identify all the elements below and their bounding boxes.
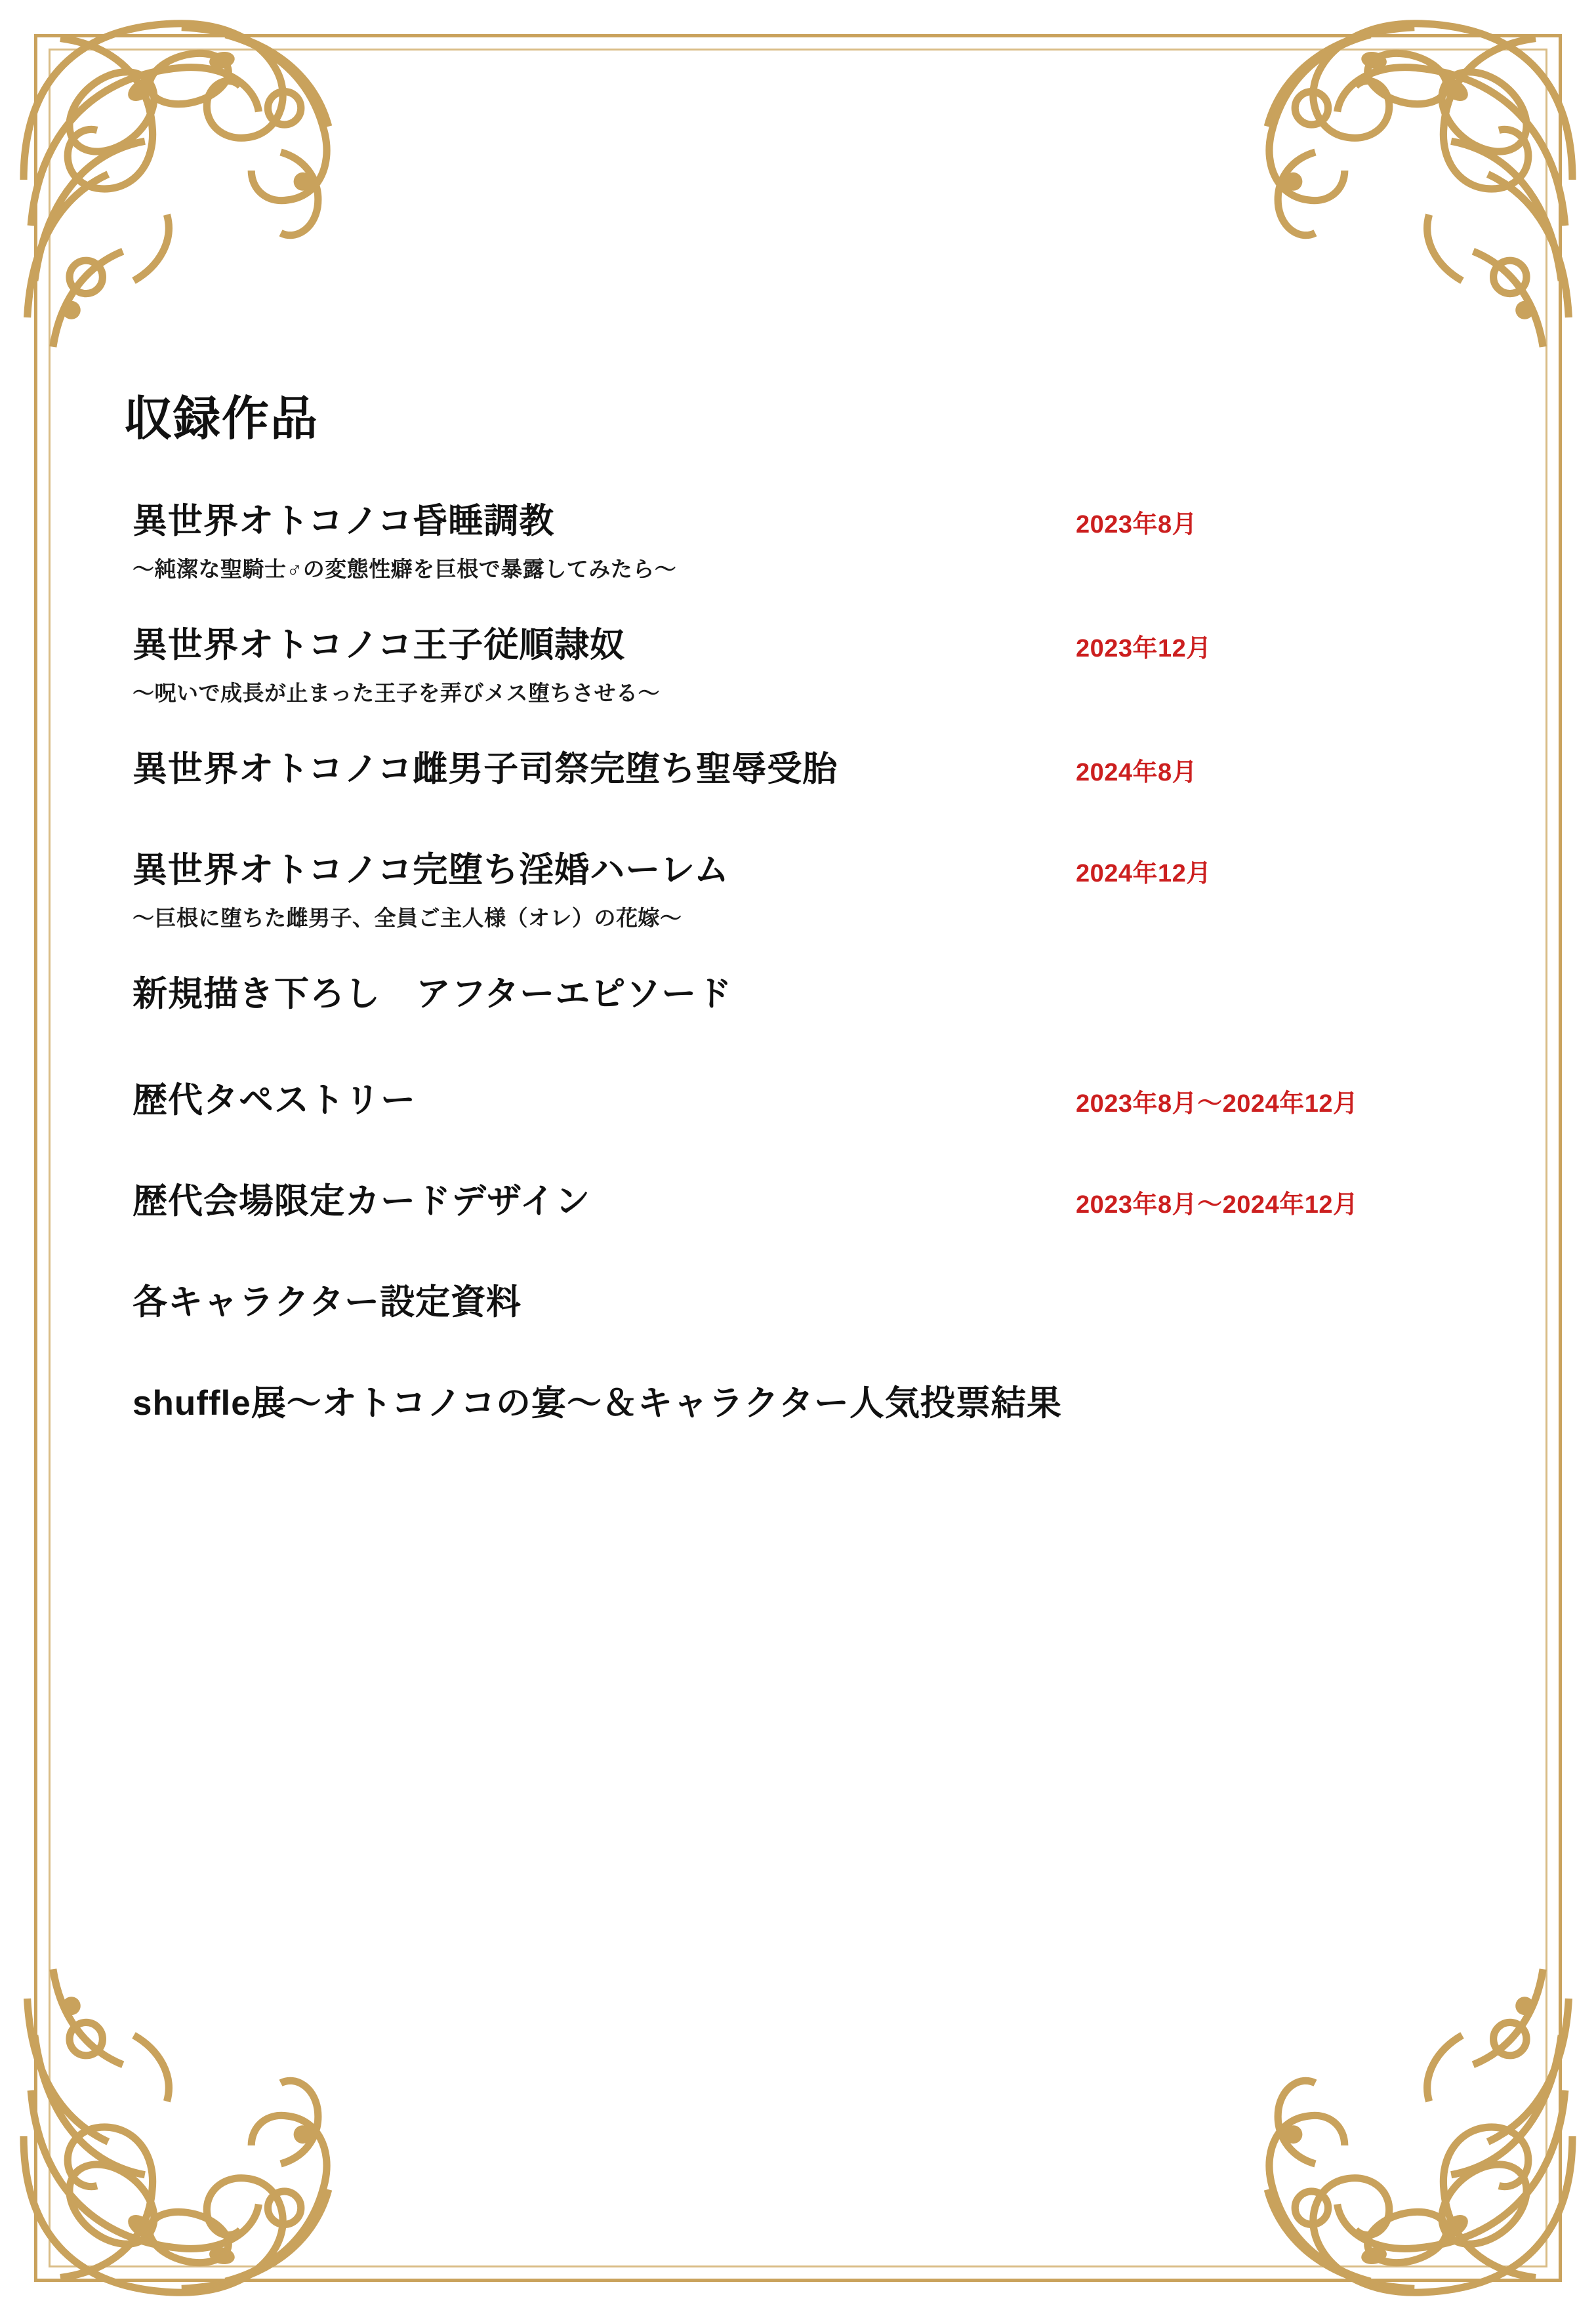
- work-subtitle: 〜純潔な聖騎士♂の変態性癖を巨根で暴露してみたら〜: [133, 557, 677, 581]
- work-date: 2023年8月: [1076, 511, 1198, 538]
- work-subtitle: 〜巨根に堕ちた雌男子、全員ご主人様（オレ）の花嫁〜: [133, 906, 682, 930]
- content-area: [125, 380, 1522, 1459]
- work-title: 歴代会場限定カードデザイン: [133, 1182, 591, 1221]
- corner-ornament-top-right: [1223, 5, 1591, 373]
- work-title: 異世界オトコノコ昏睡調教: [133, 502, 555, 540]
- work-date: 2023年12月: [1076, 635, 1212, 662]
- work-date: 2024年8月: [1076, 759, 1198, 786]
- list-item: [133, 1274, 1522, 1324]
- work-title: 異世界オトコノコ王子従順隷奴: [133, 626, 626, 664]
- list-item: [133, 741, 1522, 791]
- list-item: [133, 493, 1522, 583]
- work-date: 2023年8月〜2024年12月: [1076, 1090, 1359, 1118]
- work-title: 歴代タペストリー: [133, 1081, 416, 1120]
- work-title: 異世界オトコノコ完堕ち淫婚ハーレム: [133, 851, 730, 889]
- list-item: [133, 1072, 1522, 1122]
- list-item: [133, 1173, 1522, 1223]
- work-title: 異世界オトコノコ雌男子司祭完堕ち聖辱受胎: [133, 750, 838, 788]
- work-title: shuffle展〜オトコノコの宴〜＆キャラクター人気投票結果: [133, 1384, 1062, 1423]
- corner-ornament-bottom-right: [1223, 1943, 1591, 2311]
- corner-ornament-bottom-left: [5, 1943, 373, 2311]
- list-item: [133, 617, 1522, 707]
- work-title: 各キャラクター設定資料: [133, 1283, 522, 1322]
- page-title: 収録作品: [125, 393, 319, 445]
- work-date: 2024年12月: [1076, 860, 1212, 887]
- work-subtitle: 〜呪いで成長が止まった王子を弄びメス堕ちさせる〜: [133, 681, 660, 705]
- list-item: [133, 966, 1522, 1016]
- work-title: 新規描き下ろし アフターエピソード: [133, 975, 733, 1013]
- work-list: [133, 493, 1522, 1425]
- corner-ornament-top-left: [5, 5, 373, 373]
- list-item: [133, 842, 1522, 932]
- work-date: 2023年8月〜2024年12月: [1076, 1191, 1359, 1219]
- list-item: [133, 1375, 1522, 1425]
